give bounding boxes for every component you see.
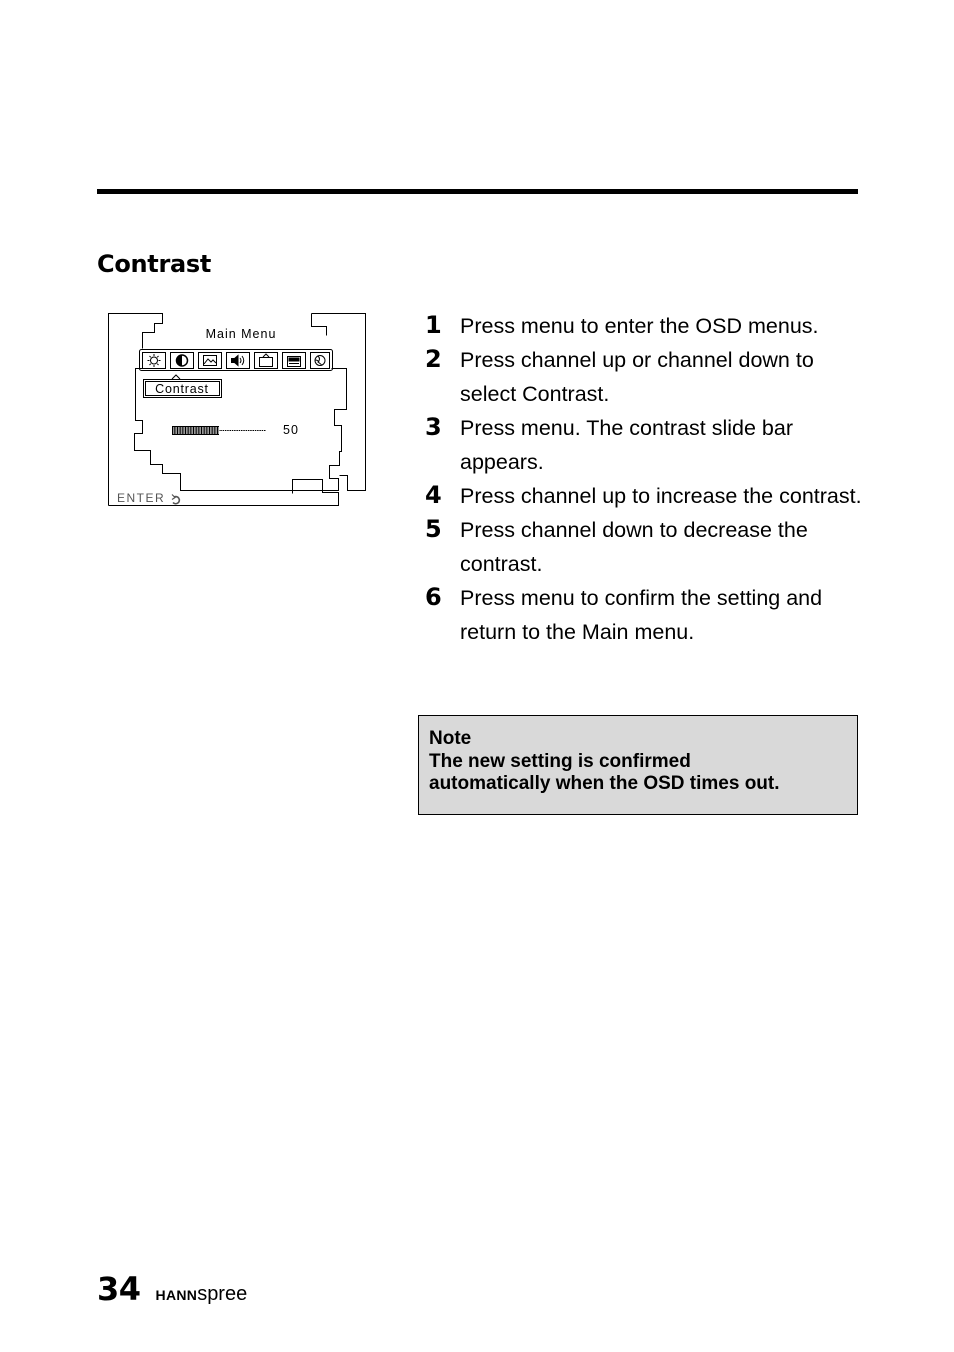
step-item [425,581,865,649]
selected-item-box [144,380,222,398]
step-text: Press channel up or channel down to select Contrast. [460,348,814,406]
step-number: 6 [425,583,442,611]
contrast-icon [177,355,188,366]
step-text: Press menu to enter the OSD menus. [460,314,819,338]
steps-list [425,309,865,649]
step-text: Press menu to confirm the setting and return to the Main menu. [460,586,823,644]
step-number: 1 [425,311,442,339]
step-item [425,309,865,343]
step-item [425,479,865,513]
globe-icon [315,356,325,366]
enter-icon [172,495,179,504]
section-title: Contrast [97,250,212,278]
step-item [425,411,865,479]
step-number: 3 [425,413,442,441]
picture-icon [204,356,217,366]
step-number: 5 [425,515,442,543]
brand-light: spree [197,1283,248,1305]
osd-frame-right [312,314,366,491]
osd-illustration [106,310,370,510]
step-text: Press channel down to decrease the contrast. [460,518,808,576]
sound-icon [232,356,244,366]
selected-item-label: Contrast [155,382,209,396]
selection-pointer [172,375,180,379]
step-text: Press menu. The contrast slide bar appears. [460,416,794,474]
step-number: 2 [425,345,442,373]
setup-icon [288,357,301,367]
note-box [418,715,858,815]
brightness-icon [148,354,161,367]
page-number: 34 [97,1270,141,1308]
top-rule [97,189,858,194]
enter-label: ENTER [117,491,166,505]
step-text: Press channel up to increase the contrast. [460,484,862,508]
slider-value: 50 [283,423,299,437]
contrast-slider [172,426,266,435]
tv-icon [260,354,273,367]
brand-logo [156,1283,248,1306]
page-footer [97,1270,247,1308]
step-item [425,513,865,581]
note-line: automatically when the OSD times out. [429,773,780,794]
brand-bold: HANN [155,1287,198,1303]
step-item [425,343,865,411]
note-line: The new setting is confirmed [429,750,691,772]
note-heading: Note [429,728,472,749]
menu-title: Main Menu [205,327,277,341]
step-number: 4 [425,481,442,509]
